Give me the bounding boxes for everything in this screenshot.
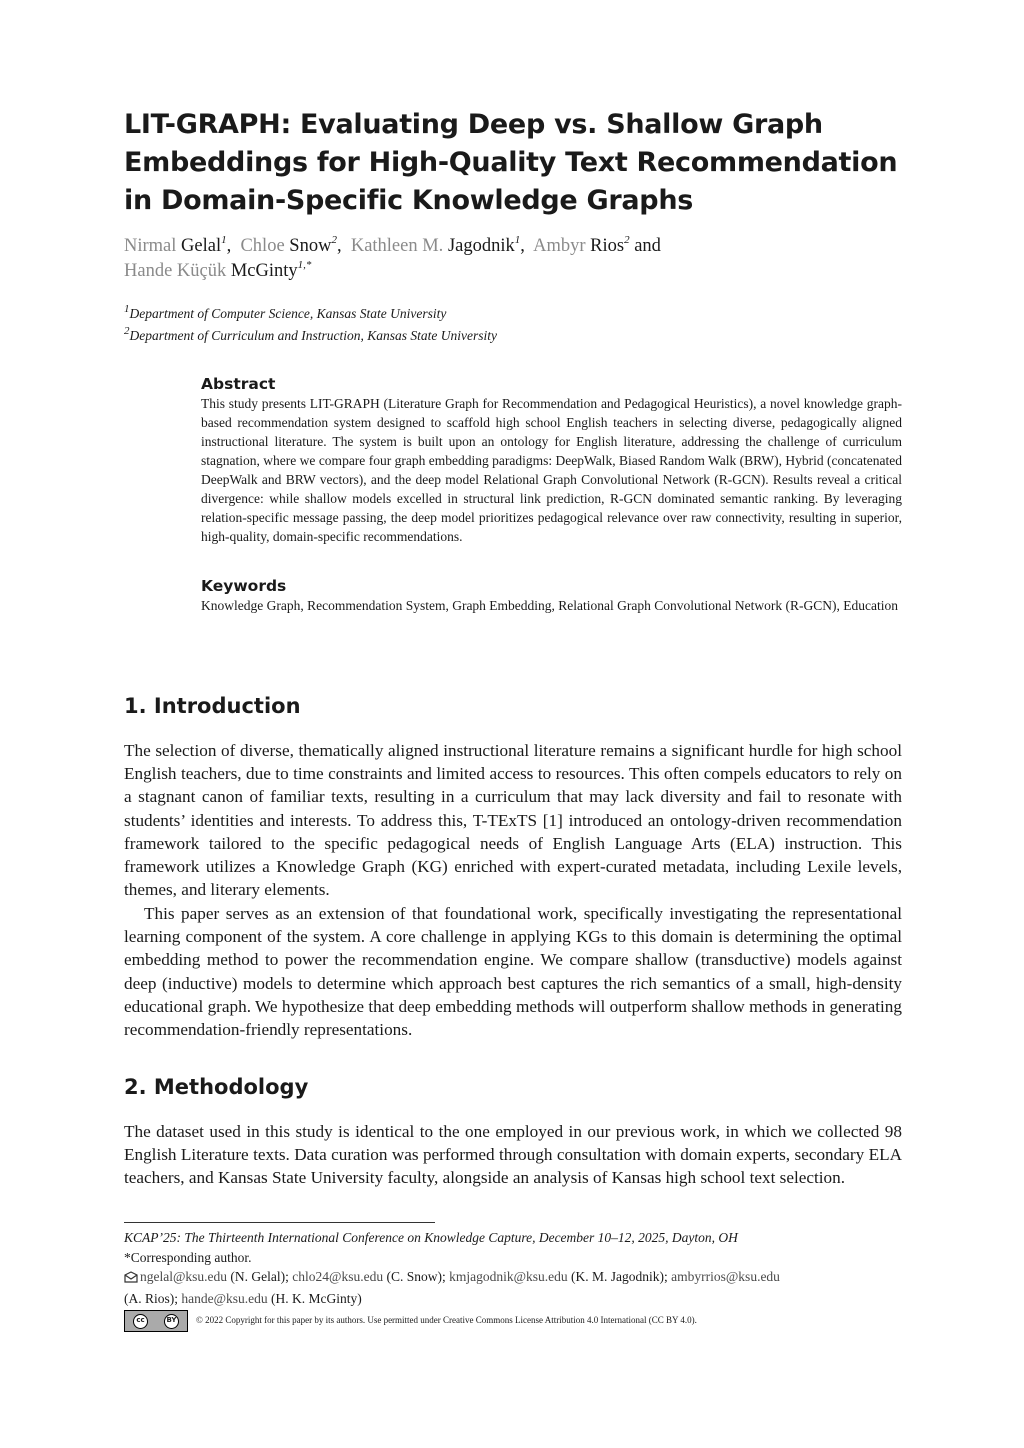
keywords-text: Knowledge Graph, Recommendation System, Graph Embedding, Relational Graph Convolutional Network (R-GCN), Education: [201, 598, 898, 613]
email-link[interactable]: ngelal@ksu.edu: [140, 1269, 228, 1284]
cc-by-badge: [124, 1310, 188, 1332]
intro-paragraph-2: This paper serves as an extension of that foundational work, specifically investigating the representational learning component of the system. A core challenge in applying KGs to this domain is determining the optimal embedding method to power the recommendation engine. We compare shallow (transductive) models against deep (inductive) models to determine which approach best captures the rich semantics of a small, high-density educational graph. We hypothesize that deep embedding methods will outperform shallow methods in generating recommendation-friendly representations.: [124, 904, 902, 1040]
author: Ambyr Rios$^2$ and: [533, 233, 661, 256]
author: Nirmal Gelal$^1$,: [124, 233, 232, 256]
footnotes: [124, 1228, 902, 1332]
corresponding-note: *Corresponding author.: [124, 1249, 252, 1265]
email-link[interactable]: ambyrrios@ksu.edu: [671, 1269, 780, 1284]
email-link[interactable]: kmjagodnik@ksu.edu: [449, 1269, 568, 1284]
keywords: [201, 576, 902, 615]
abstract: [201, 374, 902, 546]
conference-note: KCAP’25: The Thirteenth International Conference on Knowledge Capture, December 10–12, 2025, Dayton, OH: [124, 1230, 738, 1245]
abstract-heading: Abstract: [201, 375, 276, 393]
paper-title: LIT-GRAPH: Evaluating Deep vs. Shallow Graph Embeddings for High-Quality Text Recommendation in Domain-Specific Knowledge Graphs: [124, 109, 898, 216]
author: Kathleen M. Jagodnik$^1$,: [350, 233, 525, 256]
intro-paragraph-1: The selection of diverse, thematically aligned instructional literature remains a significant hurdle for high school English teachers, due to time constraints and limited access to resources. This often compels educators to rely on a stagnant canon of familiar texts, resulting in a curriculum that may lack diversity and fail to resonate with students’ identities and interests. To address this, T-TExTS [1] introduced an ontology-driven recommendation framework tailored to the specific pedagogical needs of English Language Arts (ELA) instruction. This framework utilizes a Knowledge Graph (KG) enriched with expert-curated metadata, including Lexile levels, themes, and literary elements.: [124, 741, 902, 900]
license-row: [124, 1310, 902, 1332]
footnote-divider: [124, 1222, 435, 1223]
section-heading-introduction: 1. Introduction: [124, 694, 301, 718]
email-link[interactable]: hande@ksu.edu: [181, 1290, 268, 1306]
email-list: ngelal@ksu.edu (N. Gelal); chlo24@ksu.edu (C. Snow); kmjagodnik@ksu.edu (K. M. Jagodnik); ambyrrios@ksu.edu (A. Rios); hande@ksu.edu (H. K. McGinty): [124, 1269, 780, 1306]
affiliation: $^2$Department of Curriculum and Instruction, Kansas State University: [124, 324, 497, 343]
method-paragraph-1: The dataset used in this study is identical to the one employed in our previous work, in which we collected 98 English Literature texts. Data curation was performed through consultation with domain experts, secondary ELA teachers, and Kansas State University faculty, alongside an analysis of Kansas high school text selection.: [124, 1122, 902, 1188]
section-heading-methodology: 2. Methodology: [124, 1075, 309, 1099]
email-link[interactable]: chlo24@ksu.edu: [292, 1269, 384, 1284]
author: Chloe Snow$^2$,: [240, 233, 342, 256]
cc-icon: cc: [133, 1314, 148, 1329]
keywords-heading: Keywords: [201, 577, 287, 595]
copyright-text: © 2022 Copyright for this paper by its authors. Use permitted under Creative Commons License Attribution 4.0 International (CC BY 4.0).: [196, 1315, 697, 1326]
by-icon: BY: [164, 1314, 179, 1329]
affiliation: $^1$Department of Computer Science, Kansas State University: [124, 302, 447, 321]
author: Hande Küçük McGinty$^{1,*}$: [124, 258, 312, 281]
abstract-text: This study presents LIT-GRAPH (Literature Graph for Recommendation and Pedagogical Heuristics), a novel knowledge graph-based recommendation system designed to scaffold high school English teachers in selecting diverse, pedagogically aligned instructional literature. The system is built upon an ontology for English literature, addressing the challenge of curriculum stagnation, where we compare four graph embedding paradigms: DeepWalk, Biased Random Walk (BRW), Hybrid (concatenated DeepWalk and BRW vectors), and the deep model Relational Graph Convolutional Network (R-GCN). Results reveal a critical divergence: while shallow models excelled in structural link prediction, R-GCN dominated semantic ranking. By leveraging relation-specific message passing, the deep model prioritizes pedagogical relevance over raw connectivity, resulting in superior, high-quality, domain-specific recommendations.: [201, 396, 902, 544]
author-list: [124, 234, 902, 284]
affiliations: [124, 303, 902, 347]
envelope-icon: [124, 1269, 138, 1289]
